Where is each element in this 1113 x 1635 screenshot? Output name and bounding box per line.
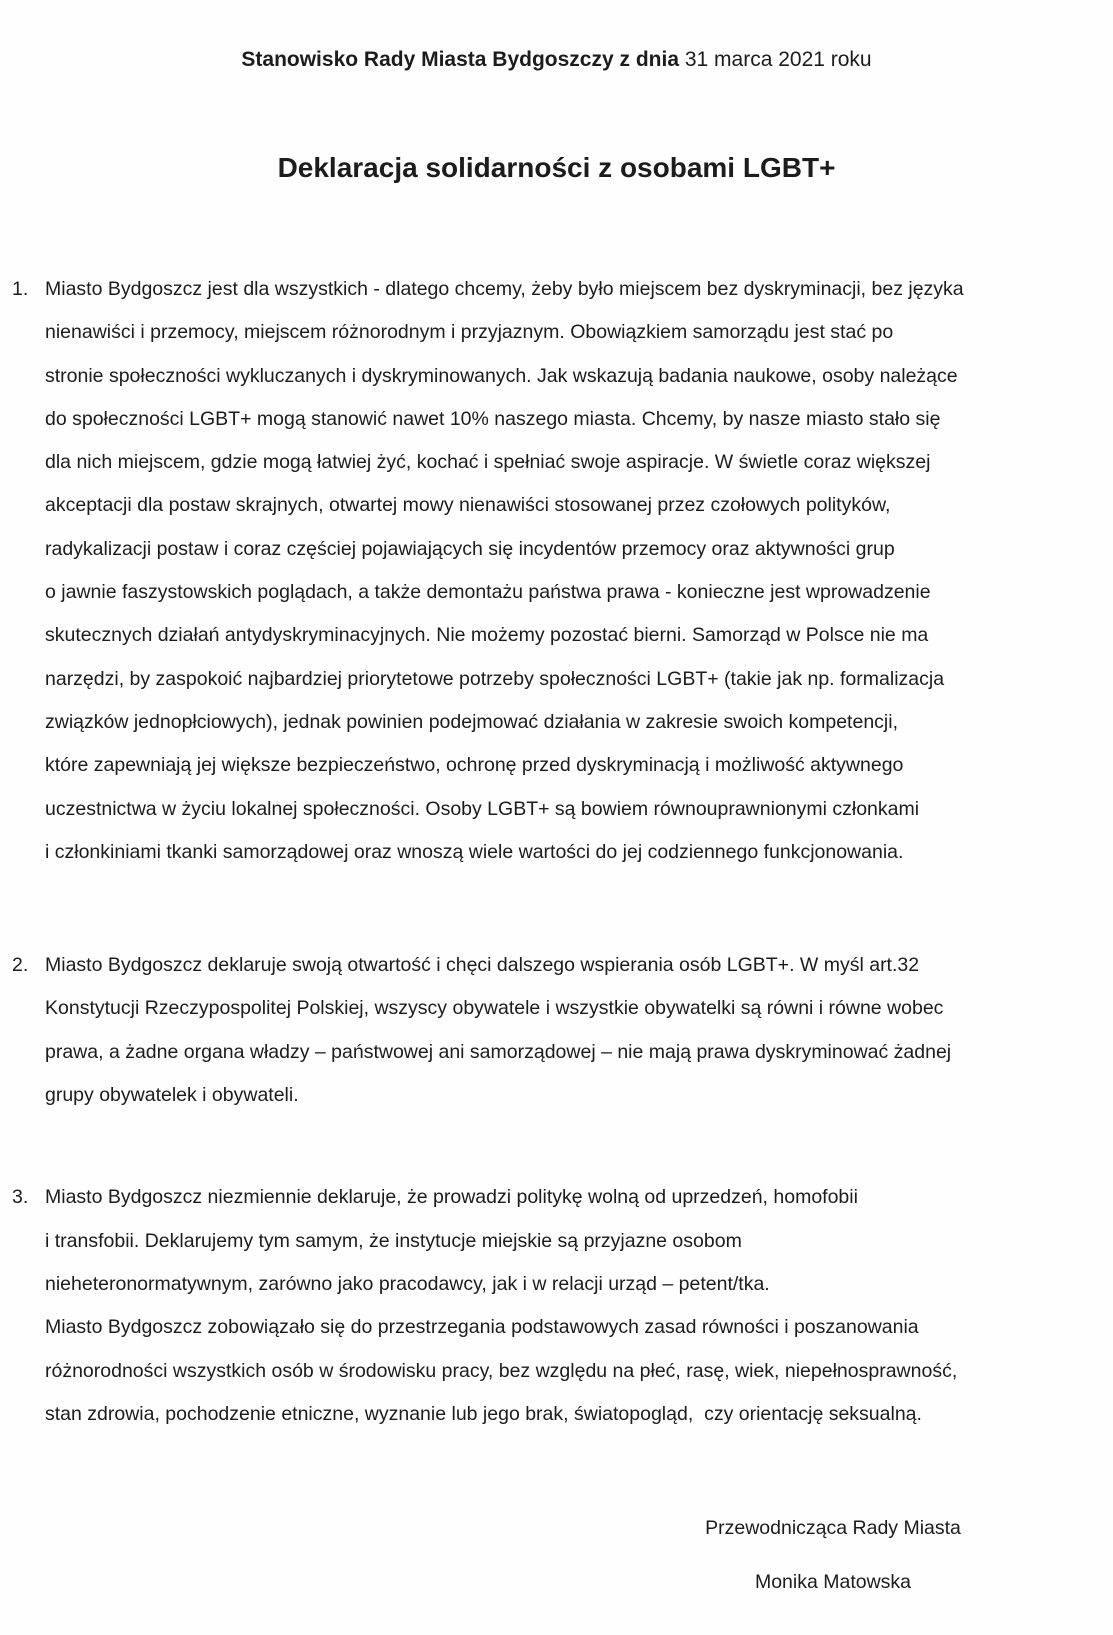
text-line: Miasto Bydgoszcz zobowiązało się do przestrzegania podstawowych zasad równości i poszanowania — [45, 1316, 919, 1339]
list-item — [12, 1176, 1113, 1436]
list-item-number: 2. — [12, 954, 29, 977]
text-line: akceptacji dla postaw skrajnych, otwartej mowy nienawiści stosowanej przez czołowych polityków, — [45, 494, 891, 517]
list-item — [12, 268, 1113, 874]
paragraph-text — [45, 1176, 1113, 1436]
text-line: skutecznych działań antydyskryminacyjnych. Nie możemy pozostać bierni. Samorząd w Polsce nie ma — [45, 624, 929, 647]
text-line: radykalizacji postaw i coraz częściej pojawiających się incydentów przemocy oraz aktywności grup — [45, 537, 895, 560]
paragraph-list — [0, 268, 1113, 1436]
list-item-number: 3. — [12, 1186, 29, 1209]
signature-name: Monika Matowska — [754, 1571, 912, 1594]
header-date-text: 31 marca 2021 roku — [679, 48, 872, 71]
text-line: Konstytucji Rzeczypospolitej Polskiej, wszyscy obywatele i wszystkie obywatelki są równi i równe wobec — [45, 997, 944, 1020]
list-item — [12, 944, 1113, 1117]
text-line: związków jednopłciowych), jednak powinien podejmować działania w zakresie swoich kompetencji, — [45, 710, 899, 733]
text-line: prawa, a żadne organa władzy – państwowej ani samorządowej – nie mają prawa dyskryminować żadnej — [45, 1040, 952, 1063]
text-line: uczestnictwa w życiu lokalnej społeczności. Osoby LGBT+ są bowiem równouprawnionymi członkami — [45, 797, 920, 820]
text-line: stan zdrowia, pochodzenie etniczne, wyznanie lub jego brak, światopogląd, czy orientację seksualną. — [45, 1402, 922, 1425]
text-line: Miasto Bydgoszcz jest dla wszystkich - dlatego chcemy, żeby było miejscem bez dyskryminacji, bez języka — [45, 278, 964, 300]
text-line: dla nich miejscem, gdzie mogą łatwiej żyć, kochać i spełniać swoje aspiracje. W świetle coraz większej — [45, 451, 931, 474]
text-line: Miasto Bydgoszcz deklaruje swoją otwartość i chęci dalszego wspierania osób LGBT+. W myśl art.32 — [45, 954, 920, 977]
list-item-number: 1. — [12, 278, 29, 300]
text-line: do społeczności LGBT+ mogą stanowić nawet 10% naszego miasta. Chcemy, by nasze miasto stało się — [45, 407, 941, 430]
text-line: narzędzi, by zaspokoić najbardziej priorytetowe potrzeby społeczności LGBT+ (takie jak np. formalizacja — [45, 667, 945, 690]
text-line: stronie społeczności wykluczanych i dyskryminowanych. Jak wskazują badania naukowe, osoby należące — [45, 364, 958, 387]
text-line: i transfobii. Deklarujemy tym samym, że instytucje miejskie są przyjazne osobom — [45, 1229, 742, 1252]
text-line: które zapewniają jej większe bezpieczeństwo, ochronę przed dyskryminacją i możliwość aktywnego — [45, 754, 904, 777]
paragraph-text — [45, 268, 1113, 874]
text-line: nieheteronormatywnym, zarówno jako pracodawcy, jak i w relacji urząd – petent/tka. — [45, 1272, 770, 1295]
text-line: i członkiniami tkanki samorządowej oraz wnoszą wiele wartości do jej codziennego funkcjonowania. — [45, 840, 904, 863]
text-line: grupy obywatelek i obywateli. — [45, 1084, 299, 1107]
signature-block — [693, 1501, 973, 1609]
text-line: różnorodności wszystkich osób w środowisku pracy, bez względu na płeć, rasę, wiek, niepełnosprawność, — [45, 1359, 958, 1382]
header-bold-text: Stanowisko Rady Miasta Bydgoszczy z dnia — [241, 48, 679, 71]
document-title: Deklaracja solidarności z osobami LGBT+ — [277, 152, 836, 183]
signature-role: Przewodnicząca Rady Miasta — [705, 1517, 961, 1540]
text-line: nienawiści i przemocy, miejscem różnorodnym i przyjaznym. Obowiązkiem samorządu jest stać po — [45, 321, 894, 344]
text-line: o jawnie faszystowskich poglądach, a także demontażu państwa prawa - konieczne jest wprowadzenie — [45, 581, 931, 604]
paragraph-text — [45, 944, 1113, 1117]
document-header — [0, 46, 1113, 74]
text-line: Miasto Bydgoszcz niezmiennie deklaruje, że prowadzi politykę wolną od uprzedzeń, homofobii — [45, 1186, 858, 1209]
